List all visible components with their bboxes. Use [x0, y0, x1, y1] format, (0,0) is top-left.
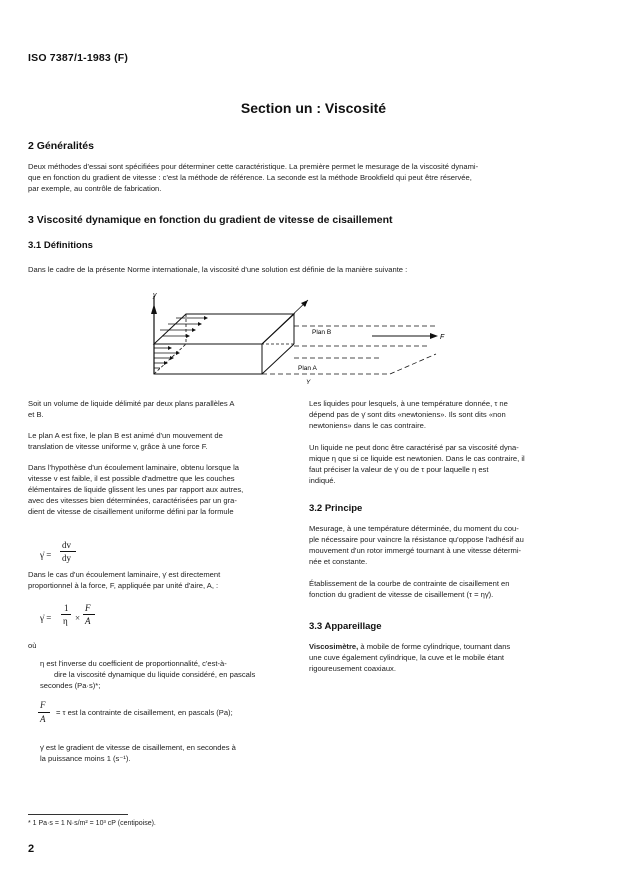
formula-numerator: 1	[64, 603, 69, 613]
text-line: Mesurage, à une température déterminée, du moment du cou-	[309, 524, 519, 533]
footnote-rule	[28, 814, 128, 815]
heading-section-3-2: 3.2 Principe	[309, 503, 363, 514]
text-span: à mobile de forme cylindrique, tournant dans	[358, 642, 511, 651]
left-column	[28, 398, 290, 517]
paragraph-newtonian	[309, 398, 599, 431]
box-top	[154, 314, 294, 344]
text-line: mouvement d'un rotor immergé tournant à une vitesse détermi-	[309, 546, 522, 555]
viscosity-planes-figure	[140, 284, 470, 390]
text-line: γ̇ est le gradient de vitesse de cisaillement, en secondes à	[40, 743, 236, 752]
text-line: Le plan A est fixe, le plan B est animé d'un mouvement de	[28, 431, 223, 440]
fraction-bar	[38, 712, 50, 713]
y-axis-label: y	[153, 292, 157, 299]
term-viscometer: Viscosimètre,	[309, 642, 359, 651]
page-number: 2	[28, 843, 35, 855]
text-line	[309, 641, 599, 652]
fraction-den: A	[40, 714, 46, 724]
text-line: η est l'inverse du coefficient de proportionnalité, c'est-à-	[40, 659, 227, 668]
definition-tau	[40, 700, 300, 728]
plan-b-label: Plan B	[312, 329, 332, 336]
text-line: dient de vitesse de cisaillement uniforme défini par la formule	[28, 507, 234, 516]
formula-denominator: dy	[62, 553, 71, 563]
paragraph-characterization	[309, 442, 599, 486]
text-line: Dans le cas d'un écoulement laminaire, γ̇ est directement	[28, 570, 221, 579]
formula-times: ×	[75, 613, 81, 623]
text-line: Les liquides pour lesquels, à une température donnée, τ ne	[309, 399, 508, 408]
formula-denominator: A	[85, 616, 91, 626]
section-3-1-intro: Dans le cadre de la présente Norme internationale, la viscosité d'une solution est définie de la manière suivante :	[28, 265, 408, 274]
formula-numerator: F	[85, 603, 91, 613]
y-axis-arrow	[151, 304, 157, 314]
definition-text: = τ est la contrainte de cisaillement, en pascals (Pa);	[56, 708, 233, 717]
text-line: la puissance moins 1 (s⁻¹).	[40, 754, 131, 763]
text-line: newtoniens» dans le cas contraire.	[309, 421, 426, 430]
paragraph-proportional	[28, 569, 290, 591]
formula-denominator: η	[63, 616, 68, 626]
section-2-paragraph	[28, 161, 478, 194]
text-line: vitesse v est faible, il est possible d'admettre que les couches	[28, 474, 235, 483]
text-line: Un liquide ne peut donc être caractérisé par sa viscosité dyna-	[309, 443, 519, 452]
document-id: ISO 7387/1-1983 (F)	[28, 52, 129, 64]
velocity-profile	[154, 318, 204, 368]
text-line: et B.	[28, 410, 44, 419]
force-label: F	[440, 334, 445, 341]
text-line: née et constante.	[309, 557, 368, 566]
box-front-bottom-edge	[262, 344, 294, 374]
heading-section-3: 3 Viscosité dynamique en fonction du gradient de vitesse de cisaillement	[28, 214, 393, 226]
text-line: secondes (Pa·s)*;	[40, 681, 101, 690]
section-3-3-body	[309, 641, 599, 674]
text-line: ple nécessaire pour vaincre la résistance qu'oppose l'adhésif au	[309, 535, 524, 544]
text-line: rigoureusement coaxiaux.	[309, 664, 396, 673]
text-line: élémentaires de liquide glissent les unes par rapport aux autres,	[28, 485, 244, 494]
text-line: mique η que si ce liquide est newtonien. Dans le cas contraire, il	[309, 454, 525, 463]
paragraph-planes	[28, 398, 290, 420]
text-line: avec des vitesses bien déterminées, caractérisées par un gra-	[28, 496, 237, 505]
section-title: Section un : Viscosité	[240, 100, 387, 116]
fraction-num: F	[40, 700, 46, 710]
definition-eta	[40, 658, 290, 691]
fraction-bar	[83, 614, 95, 615]
heading-section-3-3: 3.3 Appareillage	[309, 621, 382, 632]
text-line: par exemple, au contrôle de fabrication.	[28, 184, 162, 193]
tau-axis-label: τ	[304, 301, 307, 308]
formula-lhs: γ̇ =	[40, 613, 52, 623]
section-3-2-body	[309, 523, 599, 600]
fraction-bar	[60, 551, 76, 552]
fraction-bar	[61, 614, 71, 615]
text-line: Deux méthodes d'essai sont spécifiées pour déterminer cette caractéristique. La première permet le mesurage de la viscosité dynami-	[28, 162, 479, 171]
where-label: où	[28, 641, 37, 650]
paragraph-laminar	[28, 462, 290, 517]
paragraph-plan-a	[28, 430, 290, 452]
text-line: fonction du gradient de vitesse de cisaillement (τ = ηγ̇).	[309, 590, 494, 599]
formula-lhs: γ̇ =	[40, 550, 52, 560]
right-column	[309, 398, 599, 486]
text-line: Dans l'hypothèse d'un écoulement laminaire, obtenu lorsque la	[28, 463, 240, 472]
formula-numerator: dv	[62, 540, 71, 550]
text-line: indiqué.	[309, 476, 336, 485]
x-axis-label: Y	[306, 379, 311, 386]
footnote: * 1 Pa·s = 1 N·s/m² = 10³ cP (centipoise).	[28, 820, 156, 827]
heading-section-3-1: 3.1 Définitions	[28, 240, 93, 251]
text-line: Soit un volume de liquide délimité par deux plans parallèles A	[28, 399, 235, 408]
text-line: faut préciser la valeur de γ̇ ou de τ pour laquelle η est	[309, 465, 489, 474]
plan-a-label: Plan A	[298, 365, 317, 372]
text-line: Établissement de la courbe de contrainte de cisaillement en	[309, 579, 510, 588]
text-line: proportionnel à la force, F, appliquée par unité d'aire, A, :	[28, 581, 219, 590]
text-line: que en fonction du gradient de vitesse : c'est la méthode de référence. La seconde est la méthode Brookfield qui peut être réservée,	[28, 173, 472, 182]
text-line: une cuve également cylindrique, la cuve et le mobile étant	[309, 653, 505, 662]
text-line: dire la viscosité dynamique du liquide considéré, en pascals	[54, 670, 256, 679]
text-line: translation de vitesse uniforme v, grâce à une force F.	[28, 442, 208, 451]
definition-shear-rate	[40, 742, 290, 764]
text-line: dépend pas de γ̇ sont dits «newtoniens». Ils sont dits «non	[309, 410, 506, 419]
heading-section-2: 2 Généralités	[28, 140, 94, 152]
